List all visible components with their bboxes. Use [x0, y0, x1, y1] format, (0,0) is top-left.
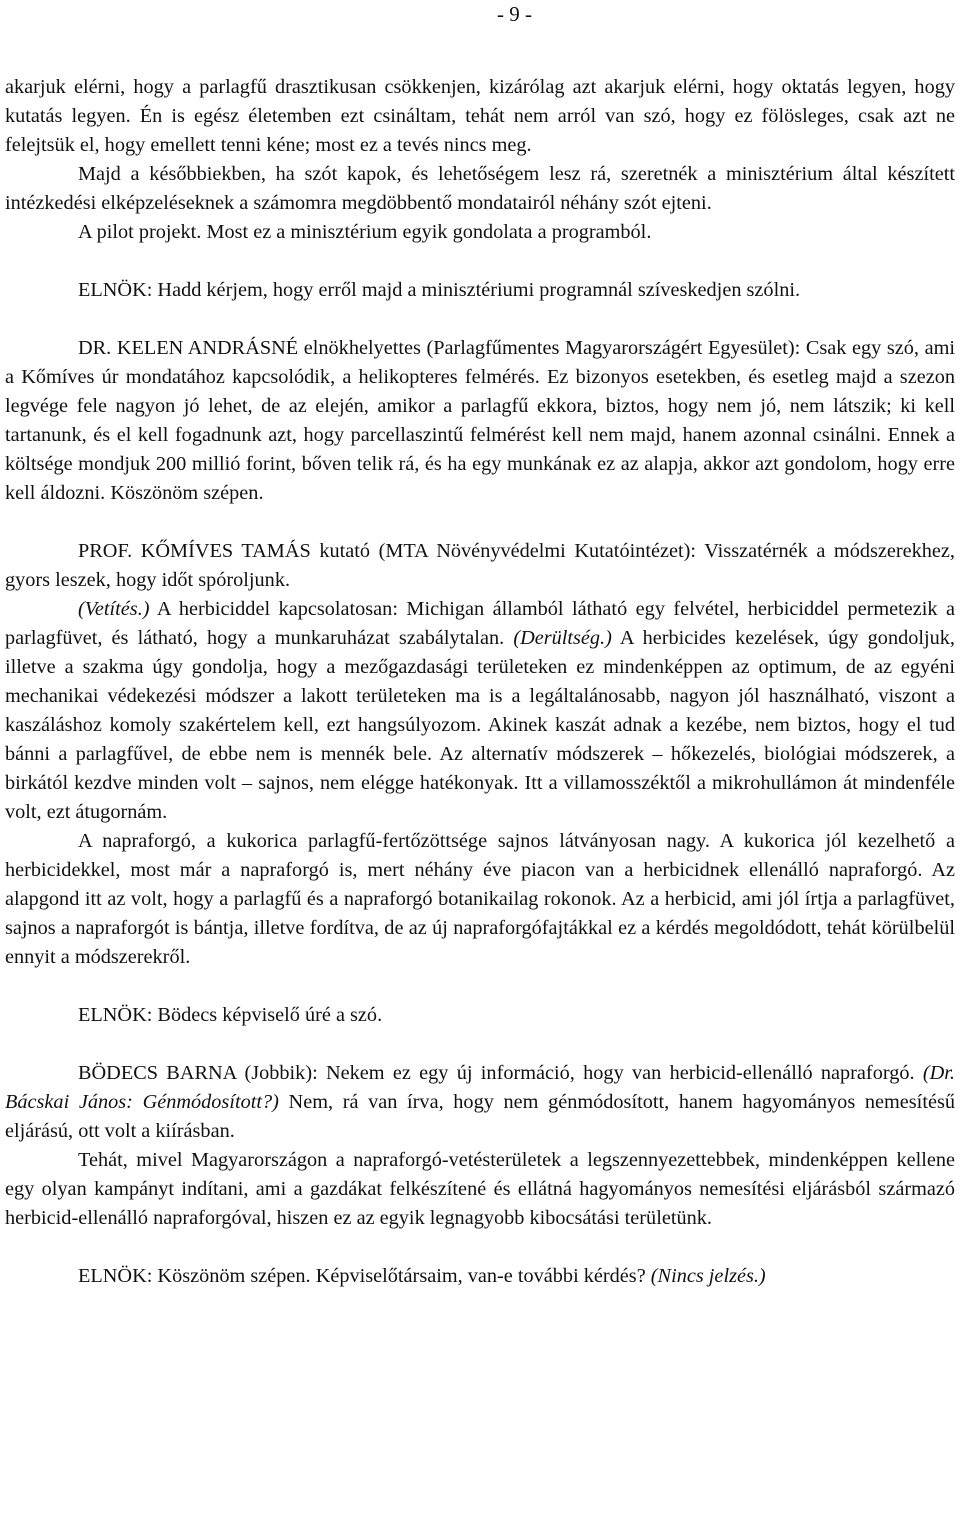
paragraph-chair-closing	[5, 1262, 955, 1291]
paragraph-text: BÖDECS BARNA (Jobbik): Nekem ez egy új információ, hogy van herbicid-ellenálló napraforgó.	[78, 1062, 923, 1084]
paragraph-text: ELNÖK: Köszönöm szépen. Képviselőtársaim, van-e további kérdés?	[78, 1265, 651, 1287]
page-number: - 9 -	[497, 2, 532, 26]
paragraph-kelen-speech: DR. KELEN ANDRÁSNÉ elnökhelyettes (Parlagfűmentes Magyarországért Egyesület): Csak egy szó, ami a Kőmíves úr mondatához kapcsolódik, a helikopteres felmérés. Ez bizonyos esetekben, és esetleg majd a szezon legvége fele nagyon jó lehet, de az elején, amikor a parlagfű ekkora, biztos, hogy nem jó, nem látszik; ki kell tartanunk, és el kell fogadnunk azt, hogy parcellaszintű felmérést kell nem majd, hanem azonnal csinálni. Ennek a költsége mondjuk 200 millió forint, bőven telik rá, és ha egy munkának ez az alapja, akkor azt gondolom, hogy erre kell áldozni. Köszönöm szépen.	[5, 337, 955, 504]
paragraph-campaign: Tehát, mivel Magyarországon a napraforgó-vetésterületek a legszennyezettebbek, mindenképpen kellene egy olyan kampányt indítani, ami a gazdákat felkészítené és ellátná hagyományos nemesítési eljárásból származó herbicid-ellenálló napraforgóval, hiszen ez az egyik legnagyobb kibocsátási területünk.	[5, 1149, 955, 1229]
paragraph-pilot-project: A pilot projekt. Most ez a minisztérium egyik gondolata a programból.	[78, 221, 652, 243]
stage-direction-projection: (Vetítés.)	[78, 598, 150, 620]
paragraph-text: A herbiciddel kapcsolatosan: Michigan államból látható egy felvétel, herbiciddel permetezik a parlagfüvet, és látható, hogy a munkaruházat szabálytalan.	[5, 598, 955, 649]
paragraph-herbicide-methods	[5, 595, 955, 827]
paragraph-bodecs-speech	[5, 1059, 955, 1146]
paragraph-chair-request: ELNÖK: Hadd kérjem, hogy erről majd a minisztériumi programnál szíveskedjen szólni.	[78, 279, 801, 301]
stage-direction-laughter: (Derültség.)	[513, 627, 612, 649]
paragraph-text: A herbicides kezelések, úgy gondoljuk, illetve a szakma úgy gondolja, hogy a mezőgazdasági területeken ez mindenképpen az optimum, de az egyéni mechanikai védekezési módszer a lakott területeken ma is a legáltalánosabb, nagyon jól használható, viszont a kaszáláshoz komoly szakértelem kell, ezt hangsúlyozom. Akinek kaszát adnak a kezébe, nem biztos, hogy el tud bánni a parlagfűvel, de ebbe nem is mennék bele. Az alternatív módszerek – hőkezelés, biológiai módszerek, a birkától kezdve minden volt – sajnos, nem elégge hatékonyak. Itt a villamosszéktől a mikrohullámon át mindenféle volt, ezt átugornám.	[5, 627, 955, 823]
stage-direction-interjection: (Dr. Bácskai János: Génmódosított?)	[5, 1062, 955, 1113]
paragraph-komives-intro: PROF. KŐMÍVES TAMÁS kutató (MTA Növényvédelmi Kutatóintézet): Visszatérnék a módszerekhez, gyors leszek, hogy időt spóroljunk.	[5, 540, 955, 591]
paragraph-continuation: akarjuk elérni, hogy a parlagfű drasztikusan csökkenjen, kizárólag azt akarjuk elérni, hogy oktatás legyen, hogy kutatás legyen. Én is egész életemben ezt csináltam, tehát nem arról van szó, hogy ez fölösleges, csak azt ne felejtsük el, hogy emellett tenni kéne; most ez a tevés nincs meg.	[5, 76, 955, 156]
paragraph-chair-floor: ELNÖK: Bödecs képviselő úré a szó.	[78, 1004, 383, 1026]
paragraph-later-remarks: Majd a későbbiekben, ha szót kapok, és lehetőségem lesz rá, szeretnék a minisztérium által készített intézkedési elképzeléseknek a számomra megdöbbentő mondatairól néhány szót ejteni.	[5, 163, 955, 214]
paragraph-sunflower: A napraforgó, a kukorica parlagfű-fertőzöttsége sajnos látványosan nagy. A kukorica jól kezelhető a herbicidekkel, most már a napraforgó is, mert néhány éve piacon van a herbicidnek ellenálló napraforgó. Az alapgond itt az volt, hogy a parlagfű és a napraforgó botanikailag rokonok. Az a herbicid, ami jól írtja a parlagfüvet, sajnos a napraforgót is bántja, illetve fordítva, de az új napraforgófajtákkal ez a kérdés megoldódott, tehát körülbelül ennyit a módszerekről.	[5, 830, 955, 968]
paragraph-text: Nem, rá van írva, hogy nem génmódosított, hanem hagyományos nemesítésű eljárású, ott volt a kiírásban.	[5, 1091, 955, 1142]
stage-direction-no-signal: (Nincs jelzés.)	[650, 1265, 766, 1287]
document-body	[5, 73, 955, 1291]
